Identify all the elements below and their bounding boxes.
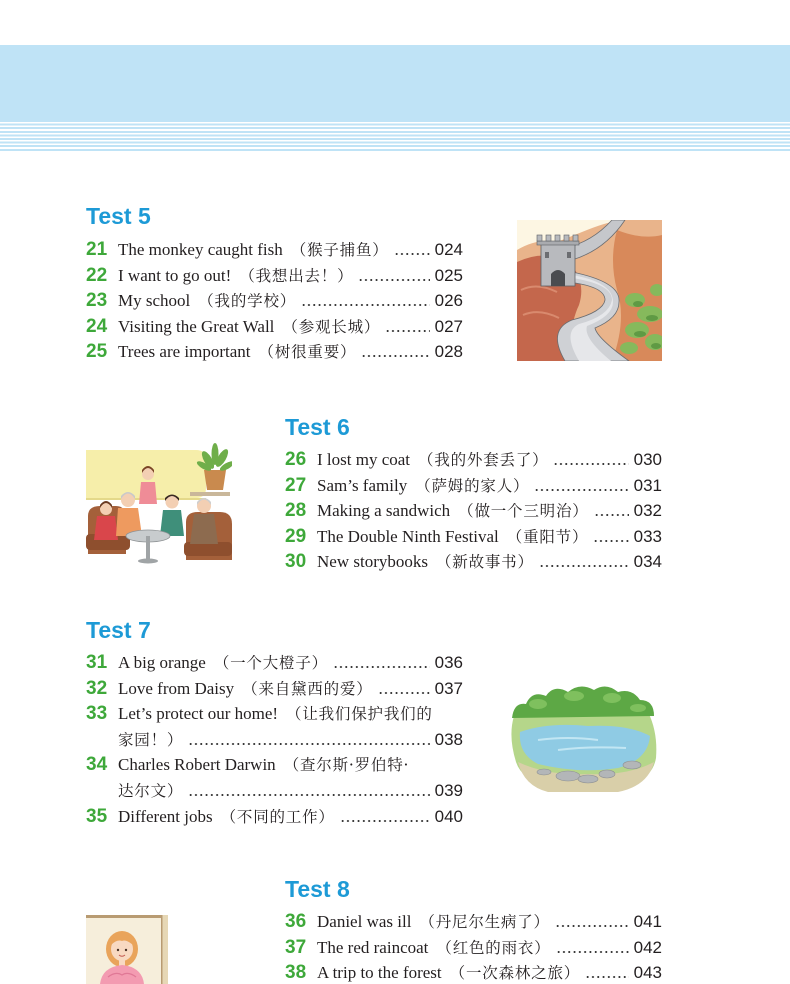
entry-number: 35 bbox=[86, 806, 108, 827]
entry-page-number: 030 bbox=[633, 450, 662, 469]
entry-title: Different jobs bbox=[118, 806, 213, 826]
entry-chinese-title: （我的学校） bbox=[198, 292, 297, 311]
section-heading: Test 6 bbox=[285, 414, 350, 440]
dot-leader bbox=[361, 342, 429, 362]
toc-entry bbox=[86, 240, 463, 260]
entry-title: Trees are important bbox=[118, 342, 251, 362]
toc-entry bbox=[86, 291, 463, 311]
entry-number: 34 bbox=[86, 755, 108, 776]
entry-number: 33 bbox=[86, 704, 108, 725]
entry-chinese-title: （参观长城） bbox=[282, 317, 381, 336]
dot-leader bbox=[553, 450, 628, 470]
header-stripes bbox=[0, 120, 790, 152]
entry-page-number: 039 bbox=[434, 780, 463, 800]
entry-title: I lost my coat bbox=[317, 450, 411, 469]
entry-title: Making a sandwich bbox=[317, 501, 451, 521]
section-heading: Test 7 bbox=[86, 617, 151, 643]
entry-title: Visiting the Great Wall bbox=[118, 316, 275, 336]
dot-leader bbox=[188, 781, 429, 801]
entry-title: The monkey caught fish bbox=[118, 240, 283, 259]
dot-leader bbox=[593, 527, 628, 547]
entry-title: Sam’s family bbox=[317, 475, 408, 495]
entry-page-number: 027 bbox=[434, 316, 463, 336]
entry-page-number: 033 bbox=[633, 526, 662, 546]
entry-page-number: 034 bbox=[633, 552, 662, 572]
entry-title: I want to go out! bbox=[118, 265, 232, 285]
section-heading: Test 8 bbox=[285, 876, 350, 902]
dot-leader bbox=[394, 240, 430, 260]
toc-entry-continuation bbox=[86, 781, 463, 801]
dot-leader bbox=[340, 807, 430, 827]
entry-chinese-title: （不同的工作） bbox=[220, 807, 335, 826]
dot-leader bbox=[534, 476, 628, 496]
entry-number: 21 bbox=[86, 240, 108, 260]
entry-page-number: 037 bbox=[434, 678, 463, 698]
entry-title: Daniel was ill bbox=[317, 912, 412, 931]
section-heading: Test 5 bbox=[86, 203, 151, 229]
toc-entry bbox=[285, 476, 662, 496]
entry-chinese-title: （我想出去！） bbox=[239, 266, 354, 285]
entry-chinese-title: （来自黛西的爱） bbox=[242, 679, 373, 698]
dot-leader bbox=[188, 730, 429, 750]
entry-chinese-title-continued: 家园！） bbox=[118, 730, 184, 749]
entry-page-number: 043 bbox=[633, 963, 662, 983]
entry-page-number: 026 bbox=[434, 291, 463, 311]
entry-page-number: 041 bbox=[633, 912, 662, 931]
toc-entry-continuation bbox=[86, 730, 463, 750]
entry-page-number: 028 bbox=[434, 342, 463, 362]
entry-number: 38 bbox=[285, 963, 307, 984]
dot-leader bbox=[585, 963, 629, 983]
toc-entry bbox=[86, 317, 463, 337]
entry-title: A big orange bbox=[118, 653, 206, 672]
entry-page-number: 042 bbox=[633, 937, 662, 957]
dot-leader bbox=[378, 679, 430, 699]
entry-title: A trip to the forest bbox=[317, 963, 442, 983]
toc-entry bbox=[285, 938, 662, 958]
entry-number: 23 bbox=[86, 291, 108, 312]
entry-chinese-title: （让我们保护我们的 bbox=[286, 705, 433, 724]
great-wall-illustration bbox=[517, 220, 662, 361]
entry-number: 31 bbox=[86, 653, 108, 673]
entry-page-number: 031 bbox=[633, 475, 662, 495]
entry-page-number: 025 bbox=[434, 265, 463, 285]
toc-entry bbox=[285, 501, 662, 521]
dot-leader bbox=[358, 266, 429, 286]
toc-entry bbox=[285, 527, 662, 547]
girl-at-window-illustration bbox=[86, 915, 168, 984]
header-band bbox=[0, 45, 790, 120]
entry-number: 27 bbox=[285, 475, 307, 496]
dot-leader bbox=[539, 552, 629, 572]
entry-number: 29 bbox=[285, 526, 307, 547]
entry-number: 37 bbox=[285, 937, 307, 958]
entry-list bbox=[86, 653, 463, 827]
entry-chinese-title: （新故事书） bbox=[435, 553, 534, 572]
dot-leader bbox=[301, 291, 430, 311]
entry-number: 24 bbox=[86, 316, 108, 337]
dot-leader bbox=[556, 938, 629, 958]
toc-entry bbox=[285, 963, 662, 983]
toc-entry bbox=[86, 704, 463, 724]
toc-entry bbox=[86, 653, 463, 673]
dot-leader bbox=[555, 912, 629, 932]
entry-list bbox=[285, 912, 662, 983]
entry-chinese-title: （红色的雨衣） bbox=[436, 938, 551, 957]
entry-title: New storybooks bbox=[317, 552, 428, 572]
toc-entry bbox=[86, 266, 463, 286]
toc-entry bbox=[86, 679, 463, 699]
entry-chinese-title: （一次森林之旅） bbox=[449, 964, 581, 983]
entry-number: 22 bbox=[86, 265, 108, 286]
entry-title: My school bbox=[118, 291, 191, 311]
entry-number: 36 bbox=[285, 912, 307, 932]
family-gathering-illustration bbox=[86, 436, 232, 565]
entry-chinese-title: （猴子捕鱼） bbox=[290, 241, 389, 259]
entry-number: 25 bbox=[86, 342, 108, 363]
entry-list bbox=[86, 240, 463, 362]
entry-chinese-title: （查尔斯·罗伯特· bbox=[283, 756, 410, 775]
entry-number: 30 bbox=[285, 552, 307, 573]
entry-title: Let’s protect our home! bbox=[118, 704, 279, 724]
entry-chinese-title: （做一个三明治） bbox=[458, 502, 589, 521]
entry-number: 28 bbox=[285, 501, 307, 522]
toc-entry bbox=[285, 450, 662, 470]
dot-leader bbox=[385, 317, 429, 337]
entry-chinese-title: （萨姆的家人） bbox=[415, 476, 530, 495]
entry-number: 32 bbox=[86, 678, 108, 699]
entry-chinese-title: （重阳节） bbox=[506, 527, 589, 546]
entry-title: Love from Daisy bbox=[118, 678, 235, 698]
dot-leader bbox=[333, 653, 430, 673]
toc-entry bbox=[285, 552, 662, 572]
lake-illustration bbox=[508, 676, 658, 796]
entry-number: 26 bbox=[285, 450, 307, 470]
entry-chinese-title: （树很重要） bbox=[258, 343, 357, 362]
entry-title: Charles Robert Darwin bbox=[118, 755, 276, 775]
entry-page-number: 038 bbox=[434, 729, 463, 749]
toc-entry bbox=[285, 912, 662, 932]
dot-leader bbox=[594, 501, 629, 521]
toc-entry bbox=[86, 755, 463, 775]
entry-page-number: 024 bbox=[434, 240, 463, 259]
toc-entry bbox=[86, 807, 463, 827]
entry-chinese-title-continued: 达尔文） bbox=[118, 781, 184, 800]
entry-chinese-title: （我的外套丢了） bbox=[418, 451, 549, 469]
entry-chinese-title: （一个大橙子） bbox=[213, 654, 328, 672]
entry-title: The red raincoat bbox=[317, 937, 429, 957]
entry-page-number: 032 bbox=[633, 501, 662, 521]
entry-list bbox=[285, 450, 662, 572]
entry-page-number: 040 bbox=[434, 806, 463, 826]
entry-title: The Double Ninth Festival bbox=[317, 526, 499, 546]
toc-entry bbox=[86, 342, 463, 362]
entry-chinese-title: （丹尼尔生病了） bbox=[419, 913, 550, 931]
entry-page-number: 036 bbox=[434, 653, 463, 672]
